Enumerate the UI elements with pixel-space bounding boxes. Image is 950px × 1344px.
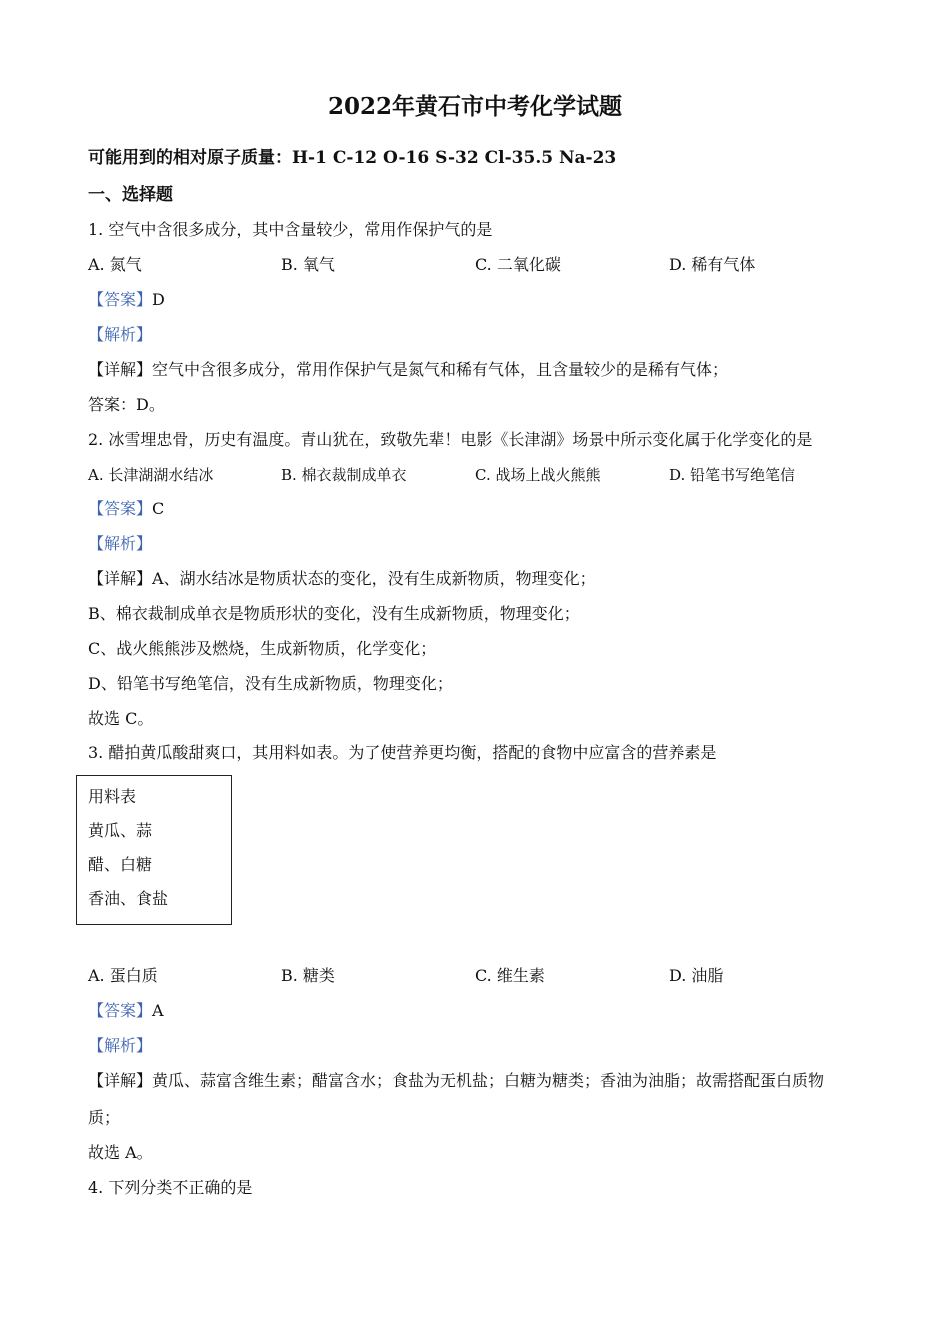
q2-detail-line-b: B、棉衣裁制成单衣是物质形状的变化，没有生成新物质，物理变化；	[88, 604, 580, 623]
atomic-mass-note: 可能用到的相对原子质量：H-1 C-12 O-16 S-32 Cl-35.5 Na-23	[88, 148, 617, 168]
q1-answer-value: D	[152, 290, 165, 309]
analysis-tag: 【解析】	[88, 1036, 153, 1055]
q1-detail	[88, 358, 728, 382]
q2-option-d: D. 铅笔书写绝笔信	[669, 466, 796, 484]
analysis-tag: 【解析】	[88, 325, 153, 344]
q3-stem: 3. 醋拍黄瓜酸甜爽口，其用料如表。为了使营养更均衡，搭配的食物中应富含的营养素是	[88, 743, 717, 762]
q3-answer-value: A	[152, 1001, 164, 1020]
q2-option-b: B. 棉衣裁制成单衣	[281, 466, 407, 484]
analysis-tag: 【解析】	[88, 534, 153, 553]
q3-analysis	[88, 1034, 152, 1058]
q2-answer-value: C	[152, 499, 165, 518]
section-heading: 一、选择题	[88, 185, 173, 205]
q2-detail	[88, 567, 596, 591]
q3-option-b: B. 糖类	[281, 966, 335, 985]
q3-option-a: A. 蛋白质	[88, 966, 158, 985]
answer-tag: 【答案】	[88, 1001, 153, 1020]
q2-detail-text: A、湖水结冰是物质状态的变化，没有生成新物质，物理变化；	[152, 569, 596, 588]
q3-detail-text: 黄瓜、蒜富含维生素；醋富含水；食盐为无机盐；白糖为糖类；香油为油脂；故需搭配蛋白质物	[152, 1071, 825, 1090]
ingredient-table	[76, 775, 232, 925]
table-header: 用料表	[88, 787, 137, 806]
table-row: 醋、白糖	[88, 855, 153, 874]
answer-tag: 【答案】	[88, 290, 153, 309]
table-row: 黄瓜、蒜	[88, 821, 153, 840]
q3-answer	[88, 999, 164, 1023]
q3-detail-continued: 质；	[88, 1108, 121, 1127]
q3-option-c: C. 维生素	[475, 966, 545, 985]
q2-option-a: A. 长津湖湖水结冰	[88, 466, 214, 484]
q1-option-b: B. 氧气	[281, 255, 335, 274]
q1-stem: 1. 空气中含很多成分，其中含量较少，常用作保护气的是	[88, 220, 493, 239]
q1-option-a: A. 氮气	[88, 255, 142, 274]
q2-answer	[88, 497, 164, 521]
q3-detail	[88, 1069, 824, 1093]
answer-tag: 【答案】	[88, 499, 153, 518]
page-title: 2022年黄石市中考化学试题	[327, 93, 622, 120]
q1-option-d: D. 稀有气体	[669, 255, 756, 274]
detail-tag: 【详解】	[88, 360, 153, 379]
q2-analysis	[88, 532, 152, 556]
q4-stem: 4. 下列分类不正确的是	[88, 1178, 253, 1197]
q2-conclusion: 故选 C。	[88, 709, 154, 728]
q1-option-c: C. 二氧化碳	[475, 255, 561, 274]
table-row: 香油、食盐	[88, 889, 169, 908]
q2-detail-line-c: C、战火熊熊涉及燃烧，生成新物质，化学变化；	[88, 639, 437, 658]
q1-detail-text: 空气中含很多成分，常用作保护气是氮气和稀有气体，且含量较少的是稀有气体；	[152, 360, 729, 379]
q3-conclusion: 故选 A。	[88, 1143, 153, 1162]
detail-tag: 【详解】	[88, 569, 153, 588]
q3-option-d: D. 油脂	[669, 966, 724, 985]
q2-option-c: C. 战场上战火熊熊	[475, 466, 601, 484]
q1-conclusion: 答案：D。	[88, 395, 165, 414]
q1-analysis	[88, 323, 152, 347]
q2-detail-line-d: D、铅笔书写绝笔信，没有生成新物质，物理变化；	[88, 674, 453, 693]
q2-stem: 2. 冰雪埋忠骨，历史有温度。青山犹在，致敬先辈！电影《长津湖》场景中所示变化属于化学变化的是	[88, 430, 813, 449]
detail-tag: 【详解】	[88, 1071, 153, 1090]
q1-answer	[88, 288, 165, 312]
